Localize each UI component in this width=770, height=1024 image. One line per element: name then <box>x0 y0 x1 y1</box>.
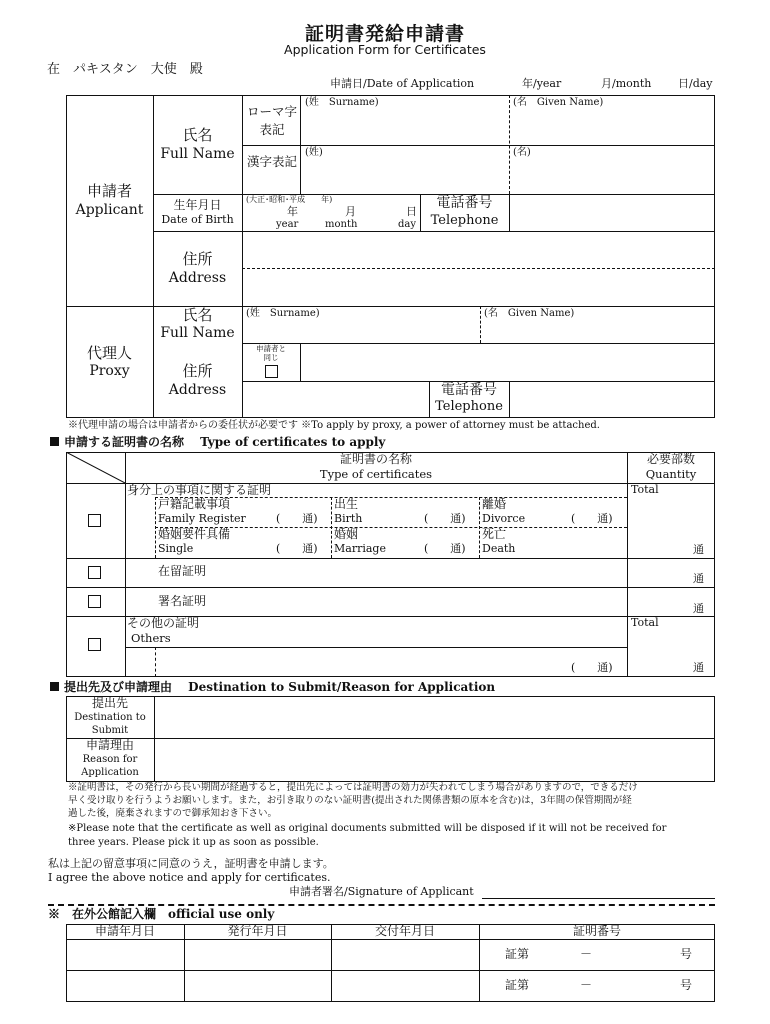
same-as-applicant-note-2: 同じ <box>263 353 279 362</box>
residence-cert-checkbox[interactable] <box>88 566 101 579</box>
applicant-name-label-en: Full Name <box>160 146 235 162</box>
reason-label: 申請理由 <box>85 738 134 752</box>
birth-label-en: Birth <box>334 512 363 525</box>
notice-jp-line-3: 過した後，廃棄されますので御承知おき下さい。 <box>68 808 278 819</box>
notice-en-line-1: ※Please note that the certificate as well as original documents submitted will be disposed if it will not be received for <box>68 823 667 834</box>
applicant-tel-label: 電話番号 <box>436 195 493 211</box>
cert-number-go-2: 号 <box>680 978 693 992</box>
proxy-note: ※代理申請の場合は申請者からの委任状が必要です ※To apply by proxy, a power of attorney must be attached. <box>68 420 600 431</box>
cert-number-go-1: 号 <box>680 947 693 961</box>
status-tsu: 通 <box>693 543 704 556</box>
proxy-address-input-2[interactable] <box>244 383 427 416</box>
dob-label-en: Date of Birth <box>161 213 234 226</box>
applicant-tel-label-en: Telephone <box>430 213 499 228</box>
marriage-label-en: Marriage <box>334 542 386 555</box>
dob-label: 生年月日 <box>173 198 222 212</box>
proxy-surname-label: (姓 Surname) <box>246 308 320 319</box>
status-total-label: Total <box>631 483 659 496</box>
destination-label-en-1: Destination to <box>74 712 146 723</box>
official-col-delivery-date: 交付年月日 <box>374 924 435 938</box>
day-label: 日/day <box>678 77 713 90</box>
notice-jp-line-1: ※証明書は，その発行から長い期間が経過すると，提出先によっては証明書の効力が失われてしまう場合がありますので，できるだけ <box>68 782 638 793</box>
given-roman-label: (名 Given Name) <box>513 97 604 108</box>
reason-input[interactable] <box>156 740 713 780</box>
qty-col-label: 必要部数 <box>646 452 695 466</box>
applicant-section-label: 申請者 <box>86 182 132 200</box>
divorce-label-en: Divorce <box>482 512 526 525</box>
others-cert-label-en: Others <box>131 631 171 645</box>
others-tsu: 通 <box>693 661 704 674</box>
applicant-name-label: 氏名 <box>182 126 213 144</box>
cert-col-name-en: Type of certificates <box>319 467 433 481</box>
given-kanji-label: (名) <box>513 147 531 158</box>
proxy-section-label: 代理人 <box>86 344 132 362</box>
proxy-address-input[interactable] <box>302 345 713 379</box>
applicant-address-label: 住所 <box>182 250 213 268</box>
surname-roman-input[interactable] <box>302 110 507 143</box>
same-as-applicant-checkbox[interactable] <box>265 365 278 378</box>
destination-input[interactable] <box>156 698 713 736</box>
cert-number-prefix-1: 証第 <box>505 947 530 961</box>
given-roman-input[interactable] <box>511 110 713 143</box>
proxy-tel-label-en: Telephone <box>435 399 503 414</box>
same-as-applicant-note-1: 申請者と <box>256 344 286 353</box>
dob-day-en: day <box>398 219 417 230</box>
dob-month-jp: 月 <box>345 205 356 218</box>
addressee: 在 パキスタン 大使 殿 <box>47 62 203 77</box>
reason-label-en-2: Application <box>81 767 139 778</box>
proxy-section-label-en: Proxy <box>89 363 130 379</box>
status-cert-checkbox[interactable] <box>88 514 101 527</box>
single-count: ( 通) <box>276 542 318 555</box>
era-note: (大正･昭和･平成 年) <box>246 195 333 204</box>
proxy-name-label-en: Full Name <box>160 325 235 341</box>
others-cert-input[interactable] <box>158 649 558 675</box>
residence-cert-label: 在留証明 <box>158 564 207 578</box>
dob-year-jp: 年 <box>287 205 298 218</box>
applicant-tel-input[interactable] <box>511 196 713 229</box>
divorce-count: ( 通) <box>571 512 613 525</box>
given-kanji-input[interactable] <box>511 160 713 192</box>
proxy-address-label-en: Address <box>168 382 227 398</box>
surname-kanji-label: (姓) <box>305 147 323 158</box>
divorce-label: 離婚 <box>482 497 507 511</box>
cert-number-dash-2: － <box>580 978 593 992</box>
qty-col-label-en: Quantity <box>645 467 697 481</box>
destination-label-en-2: Submit <box>91 725 129 736</box>
page-subtitle: Application Form for Certificates <box>284 42 486 57</box>
dob-year-en: year <box>276 219 299 230</box>
status-cert-heading: 身分上の事項に関する証明 <box>127 483 272 497</box>
signature-label: 申請者署名/Signature of Applicant <box>289 885 474 898</box>
single-label-en: Single <box>158 542 194 555</box>
cert-number-prefix-2: 証第 <box>505 978 530 992</box>
death-label: 死亡 <box>482 527 507 541</box>
marriage-count: ( 通) <box>424 542 466 555</box>
single-label: 婚姻要件具備 <box>158 527 231 541</box>
official-col-issue-date: 発行年月日 <box>227 924 288 938</box>
proxy-address-label: 住所 <box>182 362 213 380</box>
signature-field[interactable] <box>482 882 715 899</box>
official-use-title: ※ 在外公館記入欄 official use only <box>48 907 275 921</box>
others-cert-label: その他の証明 <box>127 616 200 630</box>
applicant-address-label-en: Address <box>168 270 227 286</box>
year-label: 年/year <box>522 77 562 90</box>
agreement-jp: 私は上記の留意事項に同意のうえ，証明書を申請します。 <box>48 857 334 870</box>
family-register-label-en: Family Register <box>158 512 246 525</box>
agreement-en: I agree the above notice and apply for certificates. <box>48 871 331 884</box>
proxy-name-label: 氏名 <box>182 306 213 324</box>
official-col-application-date: 申請年月日 <box>94 924 155 938</box>
signature-cert-label: 署名証明 <box>158 594 207 608</box>
others-count: ( 通) <box>571 661 613 674</box>
cert-number-dash-1: － <box>580 947 593 961</box>
romaji-label: ローマ字表記 <box>246 104 297 137</box>
birth-count: ( 通) <box>424 512 466 525</box>
birth-label: 出生 <box>334 497 359 511</box>
destination-section-title: 提出先及び申請理由 Destination to Submit/Reason for Application <box>50 681 495 694</box>
proxy-surname-input[interactable] <box>244 320 478 341</box>
signature-tsu: 通 <box>693 602 704 615</box>
others-total-label: Total <box>631 616 659 629</box>
surname-roman-label: (姓 Surname) <box>305 97 379 108</box>
dob-month-en: month <box>325 219 358 230</box>
others-cert-checkbox[interactable] <box>88 638 101 651</box>
reason-label-en-1: Reason for <box>82 754 138 765</box>
proxy-tel-label: 電話番号 <box>441 382 497 398</box>
residence-tsu: 通 <box>693 572 704 585</box>
month-label: 月/month <box>601 77 652 90</box>
dob-day-jp: 日 <box>406 205 417 218</box>
family-register-count: ( 通) <box>276 512 318 525</box>
official-col-cert-number: 証明番号 <box>572 924 621 938</box>
destination-label: 提出先 <box>91 696 128 710</box>
kanji-label: 漢字表記 <box>246 154 297 169</box>
page-title: 証明書発給申請書 <box>304 23 465 45</box>
notice-en-line-2: three years. Please pick it up as soon as possible. <box>68 837 319 848</box>
proxy-given-label: (名 Given Name) <box>484 308 575 319</box>
certificates-section-title: 申請する証明書の名称 Type of certificates to apply <box>50 436 385 449</box>
header-diagonal <box>66 452 125 483</box>
applicant-section-label-en: Applicant <box>75 202 144 218</box>
proxy-given-input[interactable] <box>482 320 713 341</box>
marriage-label: 婚姻 <box>334 527 359 541</box>
proxy-tel-input[interactable] <box>511 383 713 416</box>
surname-kanji-input[interactable] <box>302 160 507 192</box>
dob-input[interactable] <box>244 196 418 229</box>
cert-col-name: 証明書の名称 <box>339 452 412 466</box>
death-label-en: Death <box>482 542 516 555</box>
signature-cert-checkbox[interactable] <box>88 595 101 608</box>
applicant-address-input[interactable] <box>244 233 713 304</box>
notice-jp-line-2: 早く受け取りを行うようお願いします。また，お引き取りのない証明書(提出された関係書類の原本を含む)は，3年間の保管期間が経 <box>68 795 632 806</box>
family-register-label: 戸籍記載事項 <box>158 497 231 511</box>
date-of-application-label: 申請日/Date of Application <box>330 77 475 90</box>
